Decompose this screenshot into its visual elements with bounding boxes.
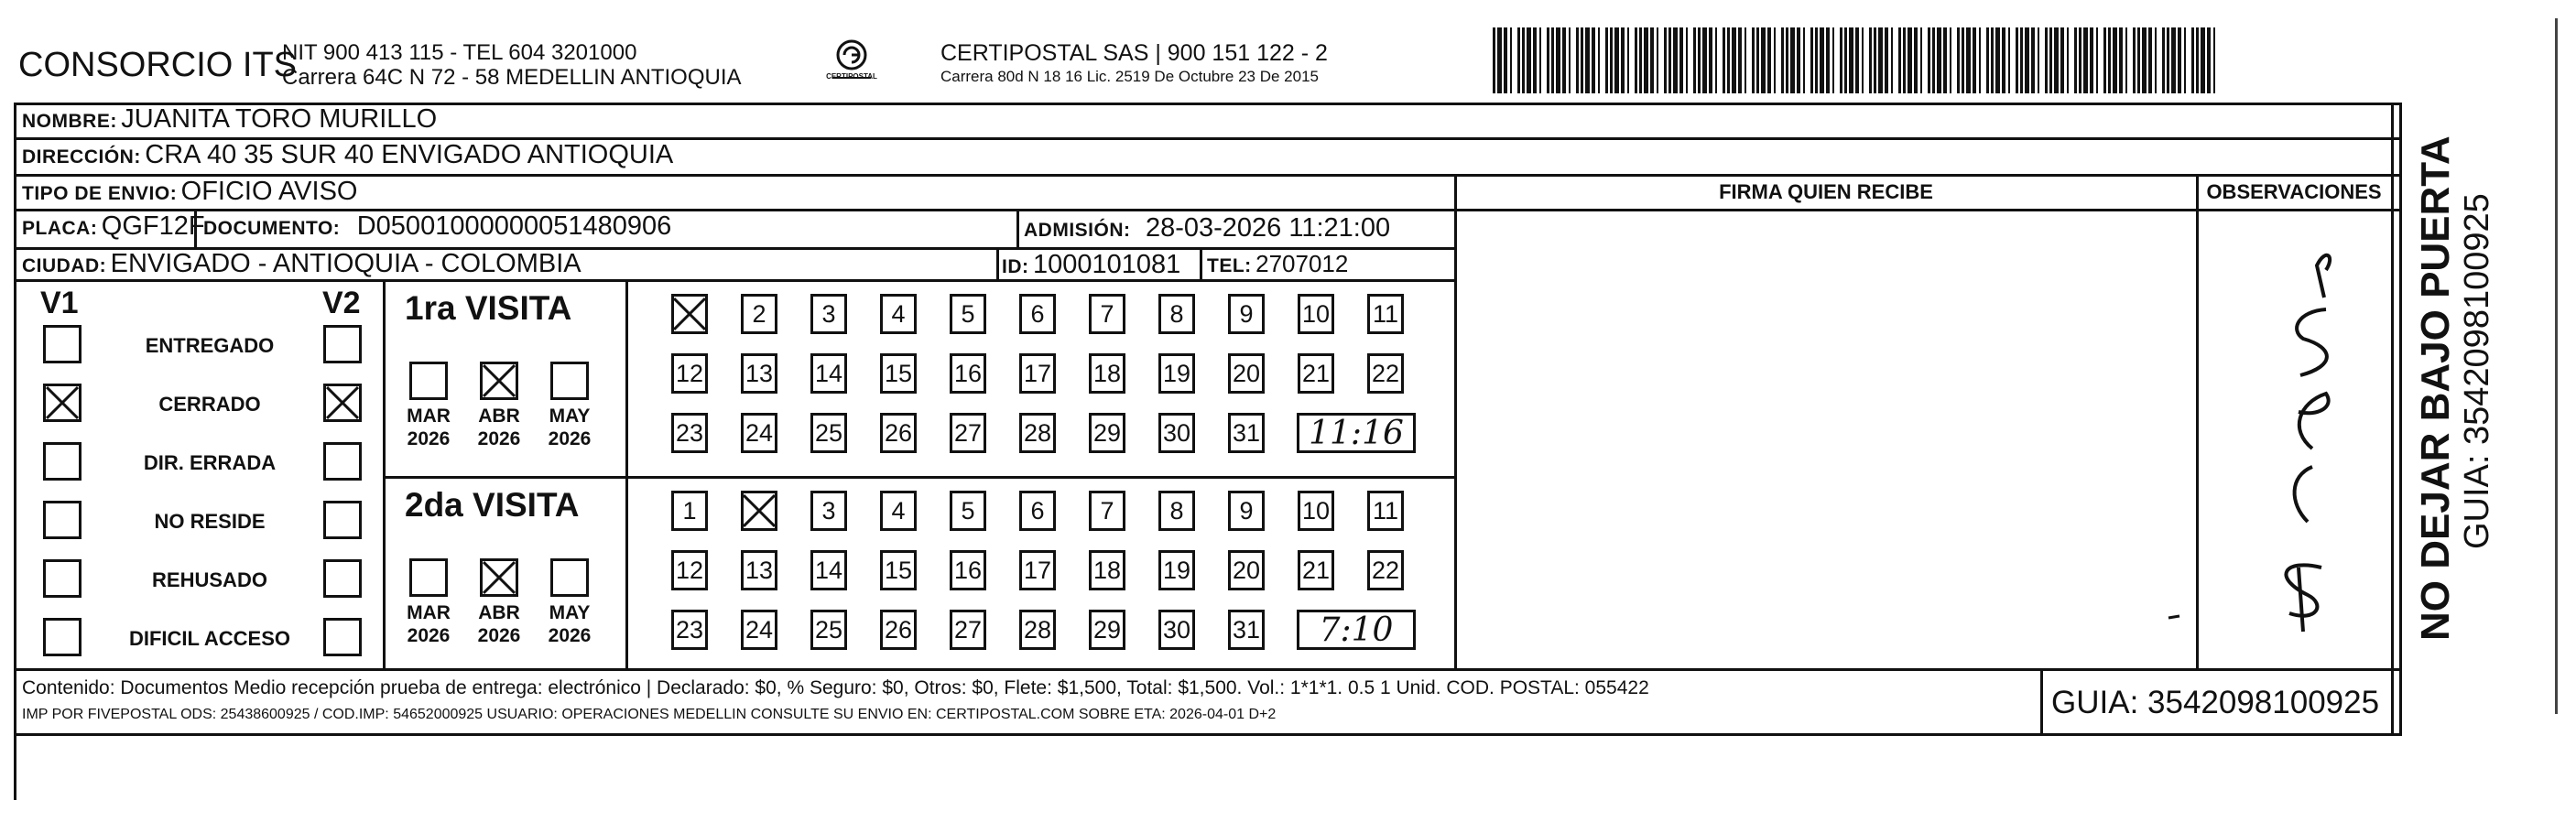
direccion-value: CRA 40 35 SUR 40 ENVIGADO ANTIOQUIA [145,140,674,169]
visit-1-day-21[interactable]: 21 [1298,550,1334,590]
status-label-1: CERRADO [158,393,261,416]
footer-contenido: Contenido: Documentos Medio recepción prueba de entrega: electrónico | Declarado: $0, % Seguro: $0, Otros: $0, Flete: $1,500, Total: $1,500. Vol.: 1*1*1. 0.5 1 Unid. COD. POSTAL: 055422 [22,677,1649,698]
visit-1-month-checkbox-0[interactable] [409,558,448,597]
placa-row [22,211,205,242]
visit-1-day-17[interactable]: 17 [1019,550,1056,590]
v1-checkbox-4[interactable] [43,559,82,598]
admision-label: ADMISIÓN: [1024,220,1131,241]
id-label: ID: [1002,256,1029,277]
side-notice [2413,128,2457,641]
visit-0-day-10[interactable]: 10 [1298,294,1334,334]
documento-value: D05001000000051480906 [356,211,672,241]
visit-0-month-checkbox-2[interactable] [550,362,589,400]
side-notice-text: NO DEJAR BAJO PUERTA [2413,135,2458,641]
month-name: MAY [549,602,591,623]
visit-1-day-30[interactable]: 30 [1158,610,1195,650]
tipo-label: TIPO DE ENVIO: [22,183,178,204]
visit-0-day-19[interactable]: 19 [1158,353,1195,394]
status-label-5: DIFICIL ACCESO [128,627,290,650]
v1-checkbox-0[interactable] [43,325,82,363]
nombre-label: NOMBRE: [22,111,117,132]
visit-1-day-26[interactable]: 26 [880,610,917,650]
tel-row [1207,250,1348,278]
direccion-label: DIRECCIÓN: [22,146,141,168]
ciudad-label: CIUDAD: [22,255,107,276]
v2-checkbox-2[interactable] [323,442,362,481]
visit-0-day-9[interactable]: 9 [1228,294,1265,334]
company-address: Carrera 64C N 72 - 58 MEDELLIN ANTIOQUIA [282,65,742,90]
visit-1-month-label-2 [538,601,602,647]
visit-0-day-3[interactable]: 3 [810,294,847,334]
id-row [1002,250,1180,280]
visit-0-day-12[interactable]: 12 [671,353,708,394]
month-name: MAY [549,406,591,427]
visit-1-day-25[interactable]: 25 [810,610,847,650]
visit-1-day-3[interactable]: 3 [810,491,847,531]
status-label-2: DIR. ERRADA [143,451,277,474]
month-name: ABR [478,406,520,427]
month-year: 2026 [477,625,521,646]
admision-row [1024,213,1390,243]
visit-1-day-24[interactable]: 24 [741,610,777,650]
tel-value: 2707012 [1255,250,1349,277]
id-value: 1000101081 [1032,250,1181,279]
signature-mark [1456,279,2196,668]
visit-1-day-9[interactable]: 9 [1228,491,1265,531]
visit-0-day-29[interactable]: 29 [1089,413,1125,453]
visit-0-day-6[interactable]: 6 [1019,294,1056,334]
visit-0-day-4[interactable]: 4 [880,294,917,334]
admision-value: 28-03-2026 11:21:00 [1145,213,1391,243]
visit-0-day-28[interactable]: 28 [1019,413,1056,453]
v1-checkbox-5[interactable] [43,618,82,656]
visit-title-0: 1ra VISITA [405,289,572,327]
month-year: 2026 [548,428,592,449]
visit-0-day-7[interactable]: 7 [1089,294,1125,334]
nombre-row [22,104,437,135]
logo-text: CERTIPOSTAL [826,72,877,81]
visit-0-day-8[interactable]: 8 [1158,294,1195,334]
visit-1-day-7[interactable]: 7 [1089,491,1125,531]
visit-1-day-4[interactable]: 4 [880,491,917,531]
status-label-0: ENTREGADO [145,334,275,357]
visit-0-day-14[interactable]: 14 [810,353,847,394]
documento-label: DOCUMENTO: [203,218,341,239]
visit-1-month-label-0 [397,601,461,647]
visit-1-day-28[interactable]: 28 [1019,610,1056,650]
v1-checkbox-2[interactable] [43,442,82,481]
visit-1-day-23[interactable]: 23 [671,610,708,650]
visit-1-day-12[interactable]: 12 [671,550,708,590]
tel-label: TEL: [1207,255,1252,276]
visit-1-day-5[interactable]: 5 [950,491,986,531]
v1-checkbox-1[interactable] [43,384,82,422]
visit-0-day-17[interactable]: 17 [1019,353,1056,394]
visit-0-day-18[interactable]: 18 [1089,353,1125,394]
barcode-image [1493,27,2225,93]
visit-0-day-27[interactable]: 27 [950,413,986,453]
month-year: 2026 [477,428,521,449]
observaciones-handwriting [2198,211,2390,668]
visit-0-month-label-0 [397,405,461,450]
visit-0-month-checkbox-0[interactable] [409,362,448,400]
observaciones-label: OBSERVACIONES [2206,180,2382,203]
visit-0-day-2[interactable]: 2 [741,294,777,334]
v2-checkbox-5[interactable] [323,618,362,656]
handwritten-note [2198,211,2390,668]
company-name: CONSORCIO ITS [18,46,298,84]
visit-1-day-29[interactable]: 29 [1089,610,1125,650]
visit-0-day-13[interactable]: 13 [741,353,777,394]
month-year: 2026 [407,625,451,646]
month-name: MAR [407,406,451,427]
visit-1-time[interactable]: 7:10 [1297,610,1416,650]
visit-1-day-14[interactable]: 14 [810,550,847,590]
v2-label: V2 [322,286,361,320]
month-year: 2026 [548,625,592,646]
v2-checkbox-3[interactable] [323,501,362,539]
visit-1-month-checkbox-2[interactable] [550,558,589,597]
visit-1-day-27[interactable]: 27 [950,610,986,650]
status-label-3: NO RESIDE [154,510,266,533]
visit-0-day-24[interactable]: 24 [741,413,777,453]
status-label-4: REHUSADO [152,568,267,591]
visit-1-day-2[interactable] [741,491,777,531]
month-name: ABR [478,602,520,623]
visit-1-day-31[interactable]: 31 [1228,610,1265,650]
month-year: 2026 [407,428,451,449]
visit-1-day-18[interactable]: 18 [1089,550,1125,590]
visit-0-day-23[interactable]: 23 [671,413,708,453]
firma-label: FIRMA QUIEN RECIBE [1719,180,1933,203]
visit-1-day-16[interactable]: 16 [950,550,986,590]
documento-row [203,211,671,242]
visit-0-day-20[interactable]: 20 [1228,353,1265,394]
v2-checkbox-0[interactable] [323,325,362,363]
visit-1-day-10[interactable]: 10 [1298,491,1334,531]
visit-1-day-19[interactable]: 19 [1158,550,1195,590]
visit-0-month-label-1 [467,405,531,450]
v1-label: V1 [40,286,79,320]
visit-0-day-22[interactable]: 22 [1367,353,1404,394]
visit-1-month-checkbox-1[interactable] [480,558,518,597]
visit-1-month-label-1 [467,601,531,647]
visit-0-month-label-2 [538,405,602,450]
ciudad-value: ENVIGADO - ANTIOQUIA - COLOMBIA [110,249,582,278]
nombre-value: JUANITA TORO MURILLO [121,104,438,134]
tipo-value: OFICIO AVISO [180,177,358,206]
visit-0-month-checkbox-1[interactable] [480,362,518,400]
placa-label: PLACA: [22,218,98,239]
visit-0-day-15[interactable]: 15 [880,353,917,394]
visit-1-day-20[interactable]: 20 [1228,550,1265,590]
footer-guia: GUIA: 3542098100925 [2051,685,2380,720]
visit-0-time[interactable]: 11:16 [1297,413,1416,453]
signature-area [1456,279,2196,668]
tipo-row [22,177,357,207]
direccion-row [22,140,673,170]
visit-1-day-13[interactable]: 13 [741,550,777,590]
v1-checkbox-3[interactable] [43,501,82,539]
visit-1-day-1[interactable]: 1 [671,491,708,531]
ciudad-row [22,249,582,279]
visit-0-day-31[interactable]: 31 [1228,413,1265,453]
visit-0-day-25[interactable]: 25 [810,413,847,453]
certipostal-logo-icon [820,37,884,92]
placa-value: QGF12F [101,211,205,241]
side-guia [2458,137,2496,549]
certipostal-line: CERTIPOSTAL SAS | 900 151 122 - 2 [940,40,1328,66]
v2-checkbox-1[interactable] [323,384,362,422]
company-nit: NIT 900 413 115 - TEL 604 3201000 [282,40,637,65]
visit-1-day-6[interactable]: 6 [1019,491,1056,531]
side-guia-text: GUIA: 3542098100925 [2458,193,2496,549]
visit-1-day-11[interactable]: 11 [1367,491,1404,531]
visit-1-day-22[interactable]: 22 [1367,550,1404,590]
visit-title-1: 2da VISITA [405,486,580,524]
barcode [1493,27,2225,93]
certipostal-logo [820,37,884,92]
visit-0-day-1[interactable] [671,294,708,334]
visit-0-day-26[interactable]: 26 [880,413,917,453]
visit-0-day-21[interactable]: 21 [1298,353,1334,394]
visit-0-day-11[interactable]: 11 [1367,294,1404,334]
visit-0-day-16[interactable]: 16 [950,353,986,394]
visit-0-day-30[interactable]: 30 [1158,413,1195,453]
visit-1-day-8[interactable]: 8 [1158,491,1195,531]
certipostal-address: Carrera 80d N 18 16 Lic. 2519 De Octubre 23 De 2015 [940,68,1319,85]
footer-imp: IMP POR FIVEPOSTAL ODS: 25438600925 / COD.IMP: 54652000925 USUARIO: OPERACIONES MEDELLIN CONSULTE SU ENVIO EN: CERTIPOSTAL.COM SOBRE ETA: 2026-04-01 D+2 [22,707,1277,722]
visit-0-day-5[interactable]: 5 [950,294,986,334]
month-name: MAR [407,602,451,623]
v2-checkbox-4[interactable] [323,559,362,598]
visit-1-day-15[interactable]: 15 [880,550,917,590]
